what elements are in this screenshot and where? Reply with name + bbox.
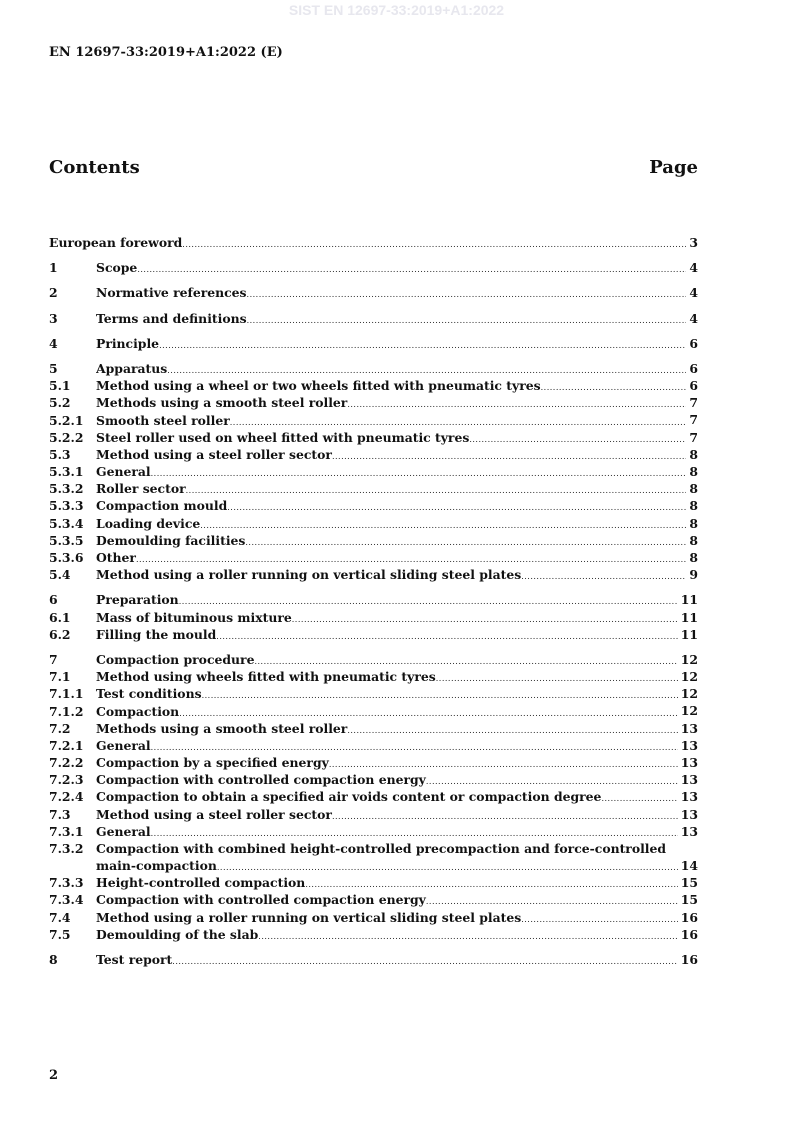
toc-entry[interactable] — [49, 377, 698, 394]
toc-entry[interactable] — [49, 515, 698, 532]
toc-entry-title: General ..... — [96, 463, 698, 482]
toc-entry-title: Method using wheels fitted with pneumatic tyres ..... — [96, 668, 698, 687]
toc-entry[interactable] — [49, 310, 698, 327]
toc-entry-title: Terms and definitions ..... — [96, 310, 698, 329]
toc-entry[interactable] — [49, 703, 698, 720]
toc-entry-page: 15 — [678, 891, 698, 908]
toc-entry-title: Test report ..... — [96, 951, 698, 970]
toc-entry-page: 8 — [686, 549, 698, 566]
toc-entry-page: 9 — [686, 566, 698, 583]
toc-entry-title: Mass of bituminous mixture ..... — [96, 609, 698, 628]
toc-entry-number: 5.3.2 — [49, 481, 84, 497]
toc-entry-number: 7.2.3 — [49, 772, 84, 788]
toc-entry-number: 5.2.1 — [49, 412, 84, 428]
toc-entry-number: 5.2.2 — [49, 429, 84, 445]
toc-entry-title: Principle ..... — [96, 335, 698, 354]
toc-entry-page: 14 — [678, 857, 698, 874]
toc-entry[interactable] — [49, 771, 698, 788]
toc-entry-title: Compaction to obtain a specified air voids content or compaction degree ..... — [96, 788, 698, 807]
toc-entry-number: 8 — [49, 951, 58, 967]
toc-entry-number: 7.3.2 — [49, 841, 84, 856]
toc-entry-number: 7.3 — [49, 806, 71, 822]
toc-entry[interactable] — [49, 609, 698, 626]
toc-entry-page: 8 — [686, 532, 698, 549]
toc-entry-number: 6 — [49, 592, 58, 608]
toc-entry-number: 7.4 — [49, 909, 71, 925]
toc-entry[interactable] — [49, 806, 698, 823]
contents-title: Contents — [49, 157, 140, 178]
toc-entry[interactable] — [49, 566, 698, 583]
toc-entry-title: Preparation ..... — [96, 591, 698, 610]
toc-entry-number: 5.2 — [49, 395, 71, 411]
toc-entry-page: 13 — [678, 737, 698, 754]
toc-entry-page: 11 — [678, 626, 698, 643]
toc-entry-number: 7.3.3 — [49, 875, 84, 891]
toc-entry[interactable] — [49, 335, 698, 352]
toc-entry[interactable] — [49, 668, 698, 685]
toc-entry-title — [96, 840, 698, 876]
watermark: SIST EN 12697-33:2019+A1:2022 — [288, 2, 505, 18]
toc-entry-number: 5.3.4 — [49, 515, 84, 531]
toc-entry-title: Test conditions ..... — [96, 685, 698, 704]
toc-entry-number: 7.2.4 — [49, 789, 84, 805]
toc-entry[interactable] — [49, 429, 698, 446]
toc-entry-page: 13 — [678, 754, 698, 771]
toc-entry-title: Filling the mould ..... — [96, 626, 698, 645]
toc-entry[interactable] — [49, 651, 698, 668]
toc-entry-title: European foreword ..... — [49, 234, 698, 253]
toc-entry-title: Method using a roller running on vertical sliding steel plates ..... — [96, 566, 698, 585]
toc-entry-title: General ..... — [96, 823, 698, 842]
toc-entry-number: 1 — [49, 260, 58, 276]
toc-entry[interactable] — [49, 480, 698, 497]
toc-entry-title: Method using a steel roller sector ..... — [96, 446, 698, 465]
toc-entry-title: Compaction mould ..... — [96, 497, 698, 516]
toc-entry[interactable] — [49, 951, 698, 968]
toc-entry-number: 5.3 — [49, 446, 71, 462]
toc-entry-page: 15 — [678, 874, 698, 891]
toc-entry-number: 7.2.1 — [49, 737, 84, 753]
toc-entry-title: Demoulding facilities ..... — [96, 532, 698, 551]
toc-entry-page: 4 — [686, 310, 698, 327]
page-number: 2 — [49, 1068, 59, 1083]
toc-entry-page: 6 — [686, 377, 698, 394]
toc-entry-title: Apparatus ..... — [96, 360, 698, 379]
toc-entry[interactable] — [49, 463, 698, 480]
toc-entry-number: 7 — [49, 651, 58, 667]
toc-entry[interactable] — [49, 909, 698, 926]
toc-entry-number: 7.3.1 — [49, 823, 84, 839]
page-column-label: Page — [649, 157, 698, 178]
toc-entry-title: Roller sector ..... — [96, 480, 698, 499]
toc-entry-page: 8 — [686, 497, 698, 514]
toc-entry-number: 6.1 — [49, 609, 71, 625]
toc-entry[interactable] — [49, 360, 698, 377]
toc-entry-page: 4 — [686, 259, 698, 276]
toc-entry[interactable] — [49, 591, 698, 608]
table-of-contents — [49, 234, 698, 968]
toc-entry-page: 13 — [678, 806, 698, 823]
toc-entry-page: 7 — [686, 411, 698, 428]
toc-entry-page: 13 — [678, 823, 698, 840]
toc-entry[interactable] — [49, 754, 698, 771]
toc-entry-page: 12 — [678, 685, 698, 702]
toc-entry[interactable] — [49, 259, 698, 276]
toc-entry-title: Height-controlled compaction ..... — [96, 874, 698, 893]
toc-entry-page: 13 — [678, 720, 698, 737]
toc-entry-number: 7.1.2 — [49, 703, 84, 719]
toc-entry-page: 16 — [678, 909, 698, 926]
toc-entry-page: 12 — [678, 702, 698, 719]
toc-entry[interactable] — [49, 926, 698, 943]
toc-entry[interactable] — [49, 823, 698, 840]
toc-entry-page: 11 — [678, 609, 698, 626]
toc-entry-page: 8 — [686, 515, 698, 532]
toc-entry-title: Methods using a smooth steel roller ..... — [96, 720, 698, 739]
toc-entry-number: 7.2.2 — [49, 755, 84, 771]
document-id: EN 12697-33:2019+A1:2022 (E) — [49, 45, 283, 60]
toc-entry[interactable] — [49, 737, 698, 754]
toc-entry-title: Method using a roller running on vertical sliding steel plates ..... — [96, 909, 698, 928]
toc-entry-page: 13 — [678, 788, 698, 805]
toc-entry-number: 5.3.1 — [49, 464, 84, 480]
toc-entry[interactable] — [49, 532, 698, 549]
toc-entry-number: 4 — [49, 335, 58, 351]
toc-entry-page: 12 — [678, 668, 698, 685]
toc-entry-title: Methods using a smooth steel roller ..... — [96, 394, 698, 413]
toc-entry-page: 7 — [686, 394, 698, 411]
toc-entry-number: 6.2 — [49, 626, 71, 642]
toc-entry-title: Compaction ..... — [96, 703, 698, 722]
toc-entry[interactable] — [49, 394, 698, 411]
toc-entry[interactable] — [49, 685, 698, 702]
toc-entry-title: Compaction by a specified energy ..... — [96, 754, 698, 773]
toc-entry-title: Compaction procedure ..... — [96, 651, 698, 670]
toc-entry[interactable] — [49, 788, 698, 805]
toc-entry-title: Smooth steel roller ..... — [96, 412, 698, 431]
toc-entry-title: Compaction with controlled compaction energy ..... — [96, 771, 698, 790]
toc-entry-number: 5.3.3 — [49, 498, 84, 514]
toc-entry-number: 7.1 — [49, 669, 71, 685]
toc-entry-title: Normative references ..... — [96, 284, 698, 303]
toc-entry-number: 7.1.1 — [49, 686, 84, 702]
toc-entry-page: 7 — [686, 429, 698, 446]
toc-entry-title: Loading device ..... — [96, 515, 698, 534]
toc-entry-page: 16 — [678, 926, 698, 943]
toc-entry-number: 5.3.5 — [49, 532, 84, 548]
toc-entry-title: Compaction with controlled compaction energy ..... — [96, 891, 698, 910]
toc-entry-title: Demoulding of the slab ..... — [96, 926, 698, 945]
toc-entry-number: 3 — [49, 310, 58, 326]
toc-entry[interactable] — [49, 891, 698, 908]
toc-entry[interactable] — [49, 549, 698, 566]
toc-entry-page: 4 — [686, 284, 698, 301]
toc-entry-number: 5.1 — [49, 378, 71, 394]
toc-entry-title: General ..... — [96, 737, 698, 756]
toc-entry[interactable] — [49, 840, 698, 874]
toc-entry[interactable] — [49, 874, 698, 891]
toc-entry-page: 11 — [678, 591, 698, 608]
toc-entry-page: 3 — [686, 234, 698, 251]
toc-entry-page: 6 — [686, 360, 698, 377]
toc-entry-title-line-1: Compaction with combined height-controlled precompaction and force-controlled — [96, 841, 667, 856]
toc-entry-page: 8 — [686, 463, 698, 480]
toc-entry[interactable] — [49, 446, 698, 463]
toc-entry[interactable] — [49, 626, 698, 643]
toc-entry-page: 8 — [686, 446, 698, 463]
toc-entry-number: 5.3.6 — [49, 550, 84, 565]
toc-entry-number: 5.4 — [49, 567, 71, 583]
toc-entry-title: Steel roller used on wheel fitted with pneumatic tyres ..... — [96, 429, 698, 448]
toc-entry-page: 6 — [686, 335, 698, 352]
toc-entry-title: Method using a wheel or two wheels fitted with pneumatic tyres ..... — [96, 377, 698, 396]
toc-entry-title: Other ..... — [96, 549, 698, 568]
toc-entry[interactable] — [49, 284, 698, 301]
toc-entry-title: Scope ..... — [96, 259, 698, 278]
toc-entry-number: 7.2 — [49, 720, 71, 736]
toc-entry-page: 12 — [678, 651, 698, 668]
toc-entry-page: 8 — [686, 480, 698, 497]
toc-entry[interactable] — [49, 412, 698, 429]
toc-entry-number: 2 — [49, 285, 58, 301]
toc-entry-title-line-2: main-compaction ..... — [96, 857, 698, 876]
toc-entry[interactable] — [49, 497, 698, 514]
toc-entry-foreword[interactable] — [49, 234, 698, 251]
toc-entry[interactable] — [49, 720, 698, 737]
toc-entry-number: 5 — [49, 360, 58, 376]
toc-entry-page: 13 — [678, 771, 698, 788]
toc-entry-number: 7.5 — [49, 926, 71, 942]
toc-entry-page: 16 — [678, 951, 698, 968]
toc-entry-title: Method using a steel roller sector ..... — [96, 806, 698, 825]
toc-entry-number: 7.3.4 — [49, 892, 84, 908]
